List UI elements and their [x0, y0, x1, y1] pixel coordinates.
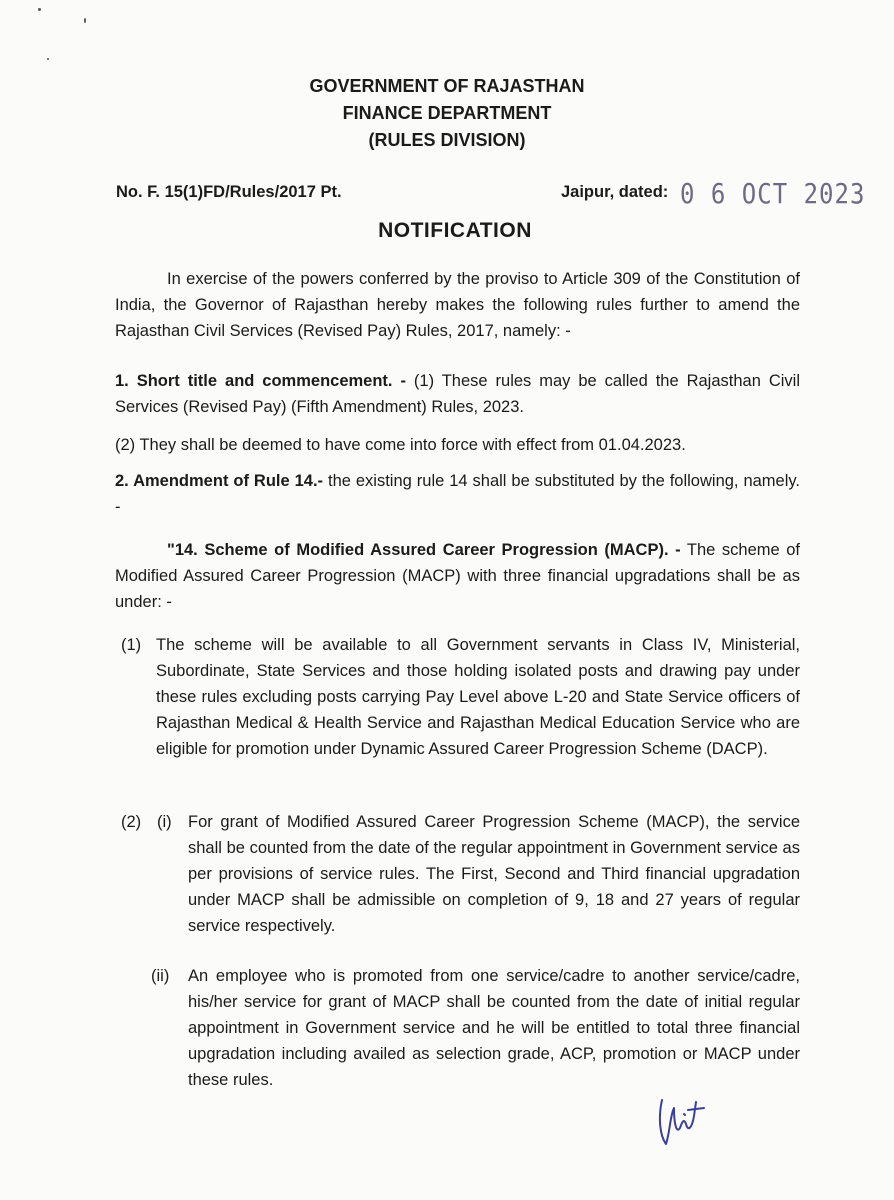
intro-paragraph: In exercise of the powers conferred by the proviso to Article 309 of the Constitution of India, the Governor of Rajasthan hereby makes the following rules further to amend the Rajasthan Civil Services (Revised Pay) Rules, 2017, namely: -	[115, 270, 800, 340]
date-stamp: 0 6 OCT 2023	[680, 177, 866, 211]
rule-2-heading: 2. Amendment of Rule 14.-	[115, 472, 324, 490]
scan-speck	[38, 8, 41, 11]
clause-2-ii-number: (ii)	[151, 967, 170, 985]
clause-2-i-text: For grant of Modified Assured Career Progression Scheme (MACP), the service shall be counted from the date of the regular appointment in Government service as per provisions of service rules. The First, Second and Third financial upgradation under MACP shall be admissible on completion of 9, 18 and 27 years of regular service respectively.	[188, 813, 800, 935]
header-department: FINANCE DEPARTMENT	[342, 103, 552, 123]
reference-number: No. F. 15(1)FD/Rules/2017 Pt.	[116, 183, 342, 201]
notification-title: NOTIFICATION	[378, 219, 532, 242]
signature-initials	[648, 1088, 708, 1148]
clause-1-number: (1)	[121, 636, 142, 654]
header-government: GOVERNMENT OF RAJASTHAN	[309, 76, 585, 96]
clause-2-i-number: (i)	[157, 813, 172, 831]
rule-14-paragraph	[115, 537, 800, 615]
header-division: (RULES DIVISION)	[368, 130, 526, 150]
rule-2-paragraph	[115, 468, 800, 520]
clause-1-text: The scheme will be available to all Government servants in Class IV, Ministerial, Subordinate, State Services and those holding isolated posts and drawing pay under these rules excluding posts carrying Pay Level above L-20 and State Service officers of Rajasthan Medical & Health Service and Rajasthan Medical Education Service who are eligible for promotion under Dynamic Assured Career Progression Scheme (DACP).	[156, 636, 800, 758]
dated-label: Jaipur, dated:	[561, 183, 669, 201]
rule-1-subclause-2: (2) They shall be deemed to have come into force with effect from 01.04.2023.	[115, 436, 686, 454]
rule-1-heading: 1. Short title and commencement. -	[115, 372, 406, 390]
clause-2-number: (2)	[121, 813, 142, 831]
rule-2-text: the existing rule 14 shall be substituted by the following, namely. -	[115, 472, 800, 516]
rule-14-text: The scheme of Modified Assured Career Progression (MACP) with three financial upgradations shall be as under: -	[115, 541, 800, 611]
clause-2-ii-text: An employee who is promoted from one service/cadre to another service/cadre, his/her service for grant of MACP shall be counted from the date of initial regular appointment in Government service and he will be entitled to total three financial upgradation including availed as selection grade, ACP, promotion or MACP under these rules.	[188, 967, 800, 1089]
rule-14-heading: "14. Scheme of Modified Assured Career Progression (MACP). -	[167, 541, 681, 559]
rule-1-paragraph	[115, 368, 800, 420]
rule-1-text: (1) These rules may be called the Rajasthan Civil Services (Revised Pay) (Fifth Amendment) Rules, 2023.	[115, 372, 800, 416]
scan-speck	[84, 18, 86, 23]
scan-speck	[47, 58, 49, 60]
